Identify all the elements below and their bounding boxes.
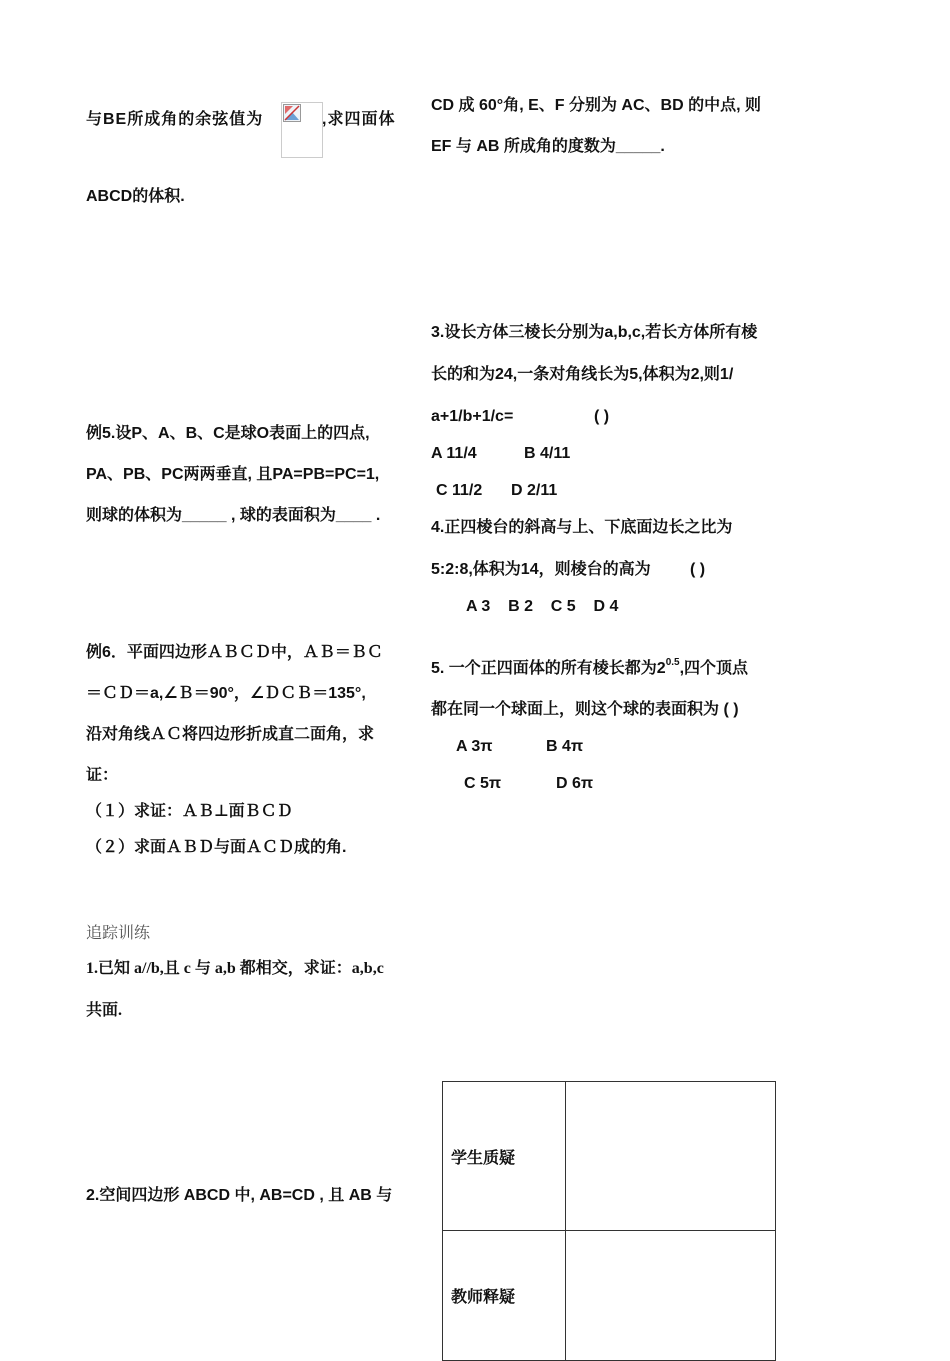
table-cell-empty xyxy=(566,1231,776,1361)
qa-table xyxy=(442,1081,776,1361)
question3-line: a+1/b+1/c= xyxy=(431,408,514,425)
question5-line: 都在同一个球面上，则这个球的表面积为 ( ) xyxy=(431,701,739,718)
option-c: C 5π xyxy=(464,775,502,792)
question3-line: 长的和为24,一条对角线长为5,体积为2,则1/ xyxy=(431,366,734,383)
example6-line: （１）求证：ＡＢ⊥面ＢＣＤ xyxy=(86,803,293,820)
option-b: B 4/11 xyxy=(524,445,571,462)
problem-text-line: ,求四面体 xyxy=(322,111,396,128)
continuation-line: EF 与 AB 所成角的度数为_____. xyxy=(431,138,665,155)
training-line: 1.已知 a//b,且 c 与 a,b 都相交，求证：a,b,c xyxy=(86,960,384,977)
question3-line: 3.设长方体三棱长分别为a,b,c,若长方体所有棱 xyxy=(431,324,758,341)
table-cell-empty xyxy=(566,1082,776,1231)
example6-line: 例6．平面四边形ＡＢＣＤ中，ＡＢ＝ＢＣ xyxy=(86,644,383,661)
example5-line: PA、PB、PC两两垂直, 且PA=PB=PC=1, xyxy=(86,466,380,483)
table-cell-label: 教师释疑 xyxy=(443,1231,566,1361)
option-c: C 11/2 xyxy=(436,482,483,499)
training-line: 共面. xyxy=(86,1002,123,1019)
continuation-line: CD 成 60°角, E、F 分别为 AC、BD 的中点, 则 xyxy=(431,97,761,114)
table-row xyxy=(443,1231,776,1361)
section-title: 追踪训练 xyxy=(86,925,151,942)
training-line: 2.空间四边形 ABCD 中, AB=CD , 且 AB 与 xyxy=(86,1187,393,1204)
option-a: A 3π xyxy=(456,738,493,755)
example5-line: 则球的体积为_____ , 球的表面积为____ . xyxy=(86,507,381,524)
exponent: 0.5 xyxy=(665,656,680,668)
answer-blank: ( ) xyxy=(594,408,610,425)
broken-image-icon xyxy=(283,104,301,122)
problem-text-line: 与BE所成角的余弦值为 xyxy=(86,111,264,128)
question5-line xyxy=(431,656,749,679)
options-row: A 3 B 2 C 5 D 4 xyxy=(466,598,619,615)
example5-line: 例5.设P、A、B、C是球O表面上的四点, xyxy=(86,425,370,442)
problem-text-line: ABCD的体积. xyxy=(86,188,185,205)
table-row xyxy=(443,1082,776,1231)
example6-line: 沿对角线ＡＣ将四边形折成直二面角，求 xyxy=(86,726,375,743)
question5-text: 5. 一个正四面体的所有棱长都为2 xyxy=(431,660,666,677)
option-d: D 2/11 xyxy=(511,482,558,499)
example6-line: （２）求面ＡＢＤ与面ＡＣＤ成的角. xyxy=(86,839,347,856)
question4-line: 5:2:8,体积为14，则棱台的高为 xyxy=(431,561,651,578)
option-b: B 4π xyxy=(546,738,584,755)
example6-line: ＝ＣＤ＝a,∠Ｂ＝90°，∠ＤＣＢ＝135°, xyxy=(86,685,366,702)
example6-line: 证： xyxy=(86,767,119,784)
broken-image-placeholder xyxy=(281,102,323,158)
option-a: A 11/4 xyxy=(431,445,477,462)
option-d: D 6π xyxy=(556,775,594,792)
question4-line: 4.正四棱台的斜高与上、下底面边长之比为 xyxy=(431,519,733,536)
answer-blank: ( ) xyxy=(690,561,706,578)
table-cell-label: 学生质疑 xyxy=(443,1082,566,1231)
question5-text: ,四个顶点 xyxy=(679,660,749,677)
